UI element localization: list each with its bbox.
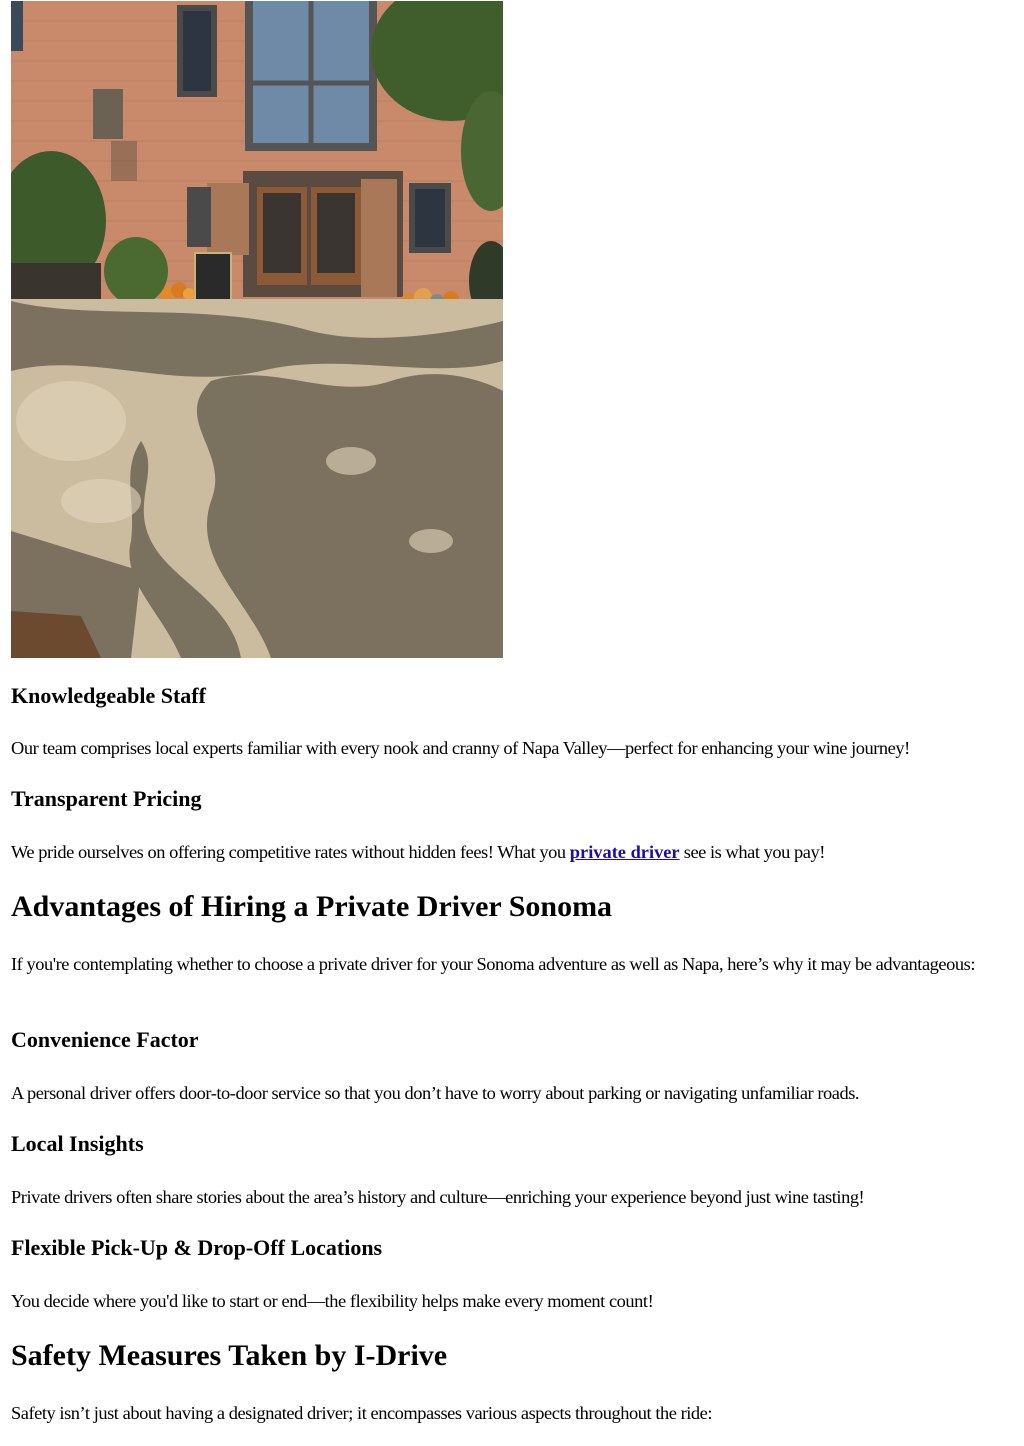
heading-safety-measures: Safety Measures Taken by I-Drive [11,1339,448,1372]
paragraph-transparent-pricing [11,839,1011,865]
paragraph-flexible-locations: You decide where you'd like to start or end—the flexibility helps make every moment count! [11,1291,654,1311]
pricing-text-before: We pride ourselves on offering competitive rates without hidden fees! What you [11,842,570,862]
paragraph-local-insights: Private drivers often share stories about the area’s history and culture—enriching your experience beyond just wine tasting! [11,1187,865,1207]
heading-flexible-locations: Flexible Pick-Up & Drop-Off Locations [11,1235,383,1260]
pricing-text-after: see is what you pay! [679,842,825,862]
winery-entrance-photo [11,1,503,658]
paragraph-advantages: If you're contemplating whether to choose a private driver for your Sonoma adventure as well as Napa, here’s why it may be advantageous: [11,954,975,974]
paragraph-convenience-factor: A personal driver offers door-to-door service so that you don’t have to worry about parking or navigating unfamiliar roads. [11,1083,860,1103]
heading-advantages: Advantages of Hiring a Private Driver Sonoma [11,890,613,923]
heading-knowledgeable-staff: Knowledgeable Staff [11,683,206,708]
private-driver-link[interactable]: private driver [569,842,680,862]
paragraph-safety-measures: Safety isn’t just about having a designated driver; it encompasses various aspects throughout the ride: [11,1403,713,1423]
paragraph-knowledgeable-staff: Our team comprises local experts familiar with every nook and cranny of Napa Valley—perfect for enhancing your wine journey! [11,738,910,758]
heading-transparent-pricing: Transparent Pricing [11,786,202,811]
heading-convenience-factor: Convenience Factor [11,1027,199,1052]
heading-local-insights: Local Insights [11,1131,144,1156]
